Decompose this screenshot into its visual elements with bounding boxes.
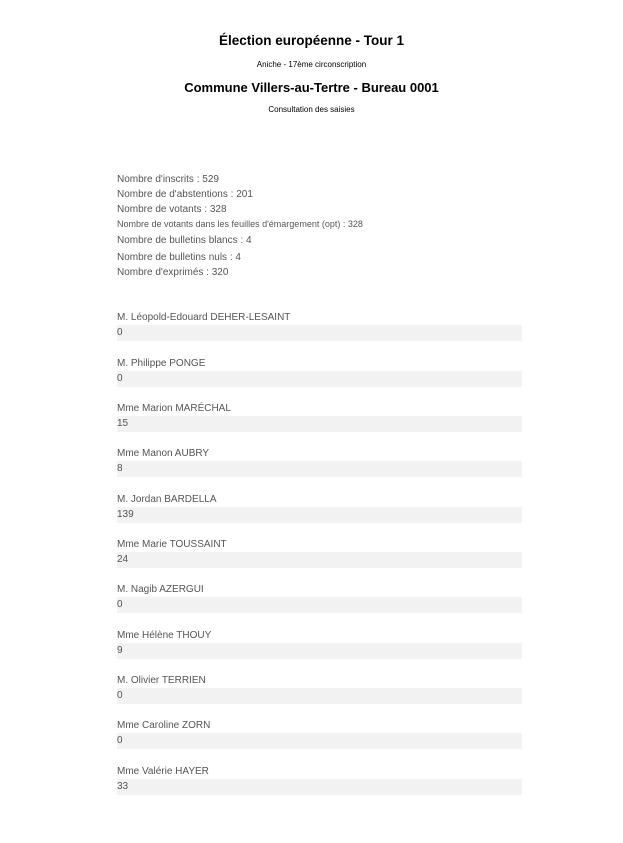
- candidate-item: [117, 311, 522, 341]
- candidate-item: [117, 357, 522, 387]
- candidate-votes: 0: [117, 733, 522, 749]
- candidate-item: [117, 765, 522, 795]
- candidate-item: [117, 719, 522, 749]
- candidate-name: Mme Marion MARÉCHAL: [117, 403, 231, 414]
- stat-abstentions: Nombre de d'abstentions : 201: [117, 189, 253, 200]
- commune-bureau-heading: Commune Villers-au-Tertre - Bureau 0001: [184, 80, 439, 95]
- stat-exprimes: Nombre d'exprimés : 320: [117, 267, 229, 278]
- candidate-votes: 139: [117, 507, 522, 523]
- candidate-votes: 8: [117, 461, 522, 477]
- stat-nuls: Nombre de bulletins nuls : 4: [117, 252, 241, 263]
- stat-votants: Nombre de votants : 328: [117, 204, 227, 215]
- candidate-name: Mme Marie TOUSSAINT: [117, 539, 227, 550]
- candidate-name: Mme Caroline ZORN: [117, 720, 211, 731]
- page-title: Élection européenne - Tour 1: [218, 33, 405, 48]
- candidate-item: [117, 583, 522, 613]
- candidate-votes: 15: [117, 416, 522, 432]
- stat-blancs: Nombre de bulletins blancs : 4: [117, 235, 252, 246]
- candidate-votes: 0: [117, 688, 522, 704]
- candidate-item: [117, 629, 522, 659]
- candidate-votes: 0: [117, 325, 522, 341]
- candidate-item: [117, 538, 522, 568]
- stat-votants-emargement: Nombre de votants dans les feuilles d'émargement (opt) : 328: [117, 219, 363, 229]
- candidate-item: [117, 674, 522, 704]
- candidate-votes: 0: [117, 371, 522, 387]
- candidate-name: M. Jordan BARDELLA: [117, 494, 217, 505]
- candidate-name: Mme Valérie HAYER: [117, 766, 209, 777]
- consultation-label: Consultation des saisies: [268, 105, 355, 114]
- candidate-votes: 33: [117, 779, 522, 795]
- candidate-name: M. Léopold-Edouard DEHER-LESAINT: [117, 312, 291, 323]
- candidate-name: M. Nagib AZERGUI: [117, 584, 204, 595]
- candidate-votes: 0: [117, 597, 522, 613]
- candidate-votes: 24: [117, 552, 522, 568]
- candidate-name: Mme Hélène THOUY: [117, 630, 212, 641]
- candidate-item: [117, 493, 522, 523]
- circonscription-subtitle: Aniche - 17ème circonscription: [256, 60, 367, 69]
- candidate-name: Mme Manon AUBRY: [117, 448, 210, 459]
- candidate-name: M. Olivier TERRIEN: [117, 675, 206, 686]
- candidate-item: [117, 402, 522, 432]
- candidate-votes: 9: [117, 643, 522, 659]
- candidate-item: [117, 447, 522, 477]
- candidate-name: M. Philippe PONGE: [117, 358, 206, 369]
- stat-inscrits: Nombre d'inscrits : 529: [117, 174, 219, 185]
